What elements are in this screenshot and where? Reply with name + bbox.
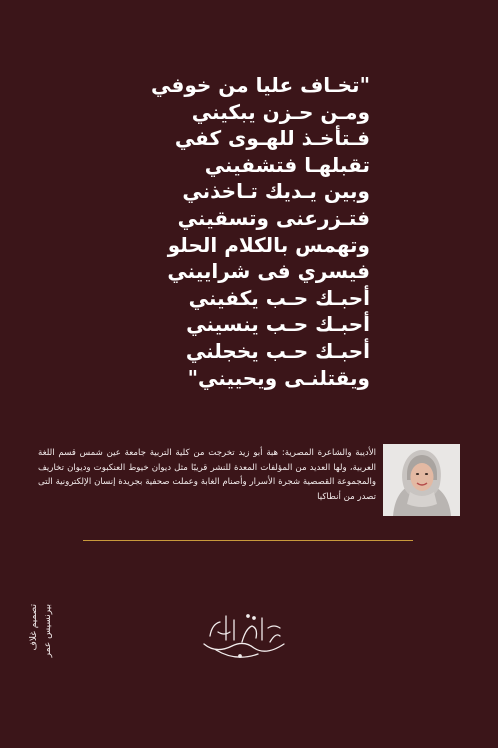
poem-line: تقبلهـا فتشفيني [204,152,370,177]
poem-line: "تخـاف عليا من خوفي [151,73,370,97]
poem-line: وتهمس بالكلام الحلو [167,232,370,257]
poem-line: ويقتلنـى ويحييني" [187,365,370,390]
poem-line: أحبـك حـب يخجلني [185,338,370,363]
poem [90,72,370,391]
poem-line: فتـزرعنى وتسقيني [177,205,370,230]
credit-designer: بيرنسيس عمر [43,604,53,658]
publisher-logo [196,606,292,666]
credit-title: تصميم غلاف [29,604,39,651]
divider [83,540,413,541]
poem-line: وبين يـديك تـاخذني [182,179,370,204]
poem-line: فيسري فى شراييني [167,259,370,284]
author-bio: الأديبة والشاعرة المصرية: هبة أبو زيد تخرجت من كلية التربية جامعة عين شمس قسم اللغة العربية، ولها العديد من المؤلفات المعدة للنشر قريبًا مثل ديوان خيوط العنكبوت وديوان تخاريف والمجموعة القصصية شجرة الأسرار وأصنام الغابة وعملت صحفية بجريدة إنسان الإلكترونية التى تصدر من أنطاكيا [38,448,376,502]
author-portrait-icon [383,444,460,516]
author-photo [383,444,460,516]
poem-line: أحبـك حـب ينسيني [186,312,370,337]
poem-line: فـتأخـذ للهـوى كفي [174,126,370,151]
poem-line: أحبـك حـب يكفيني [188,285,370,310]
cover-design-credit [28,604,80,684]
poem-line: ومـن حـزن يبكيني [191,99,370,124]
publisher-calligraphy-logo-icon [196,606,292,666]
